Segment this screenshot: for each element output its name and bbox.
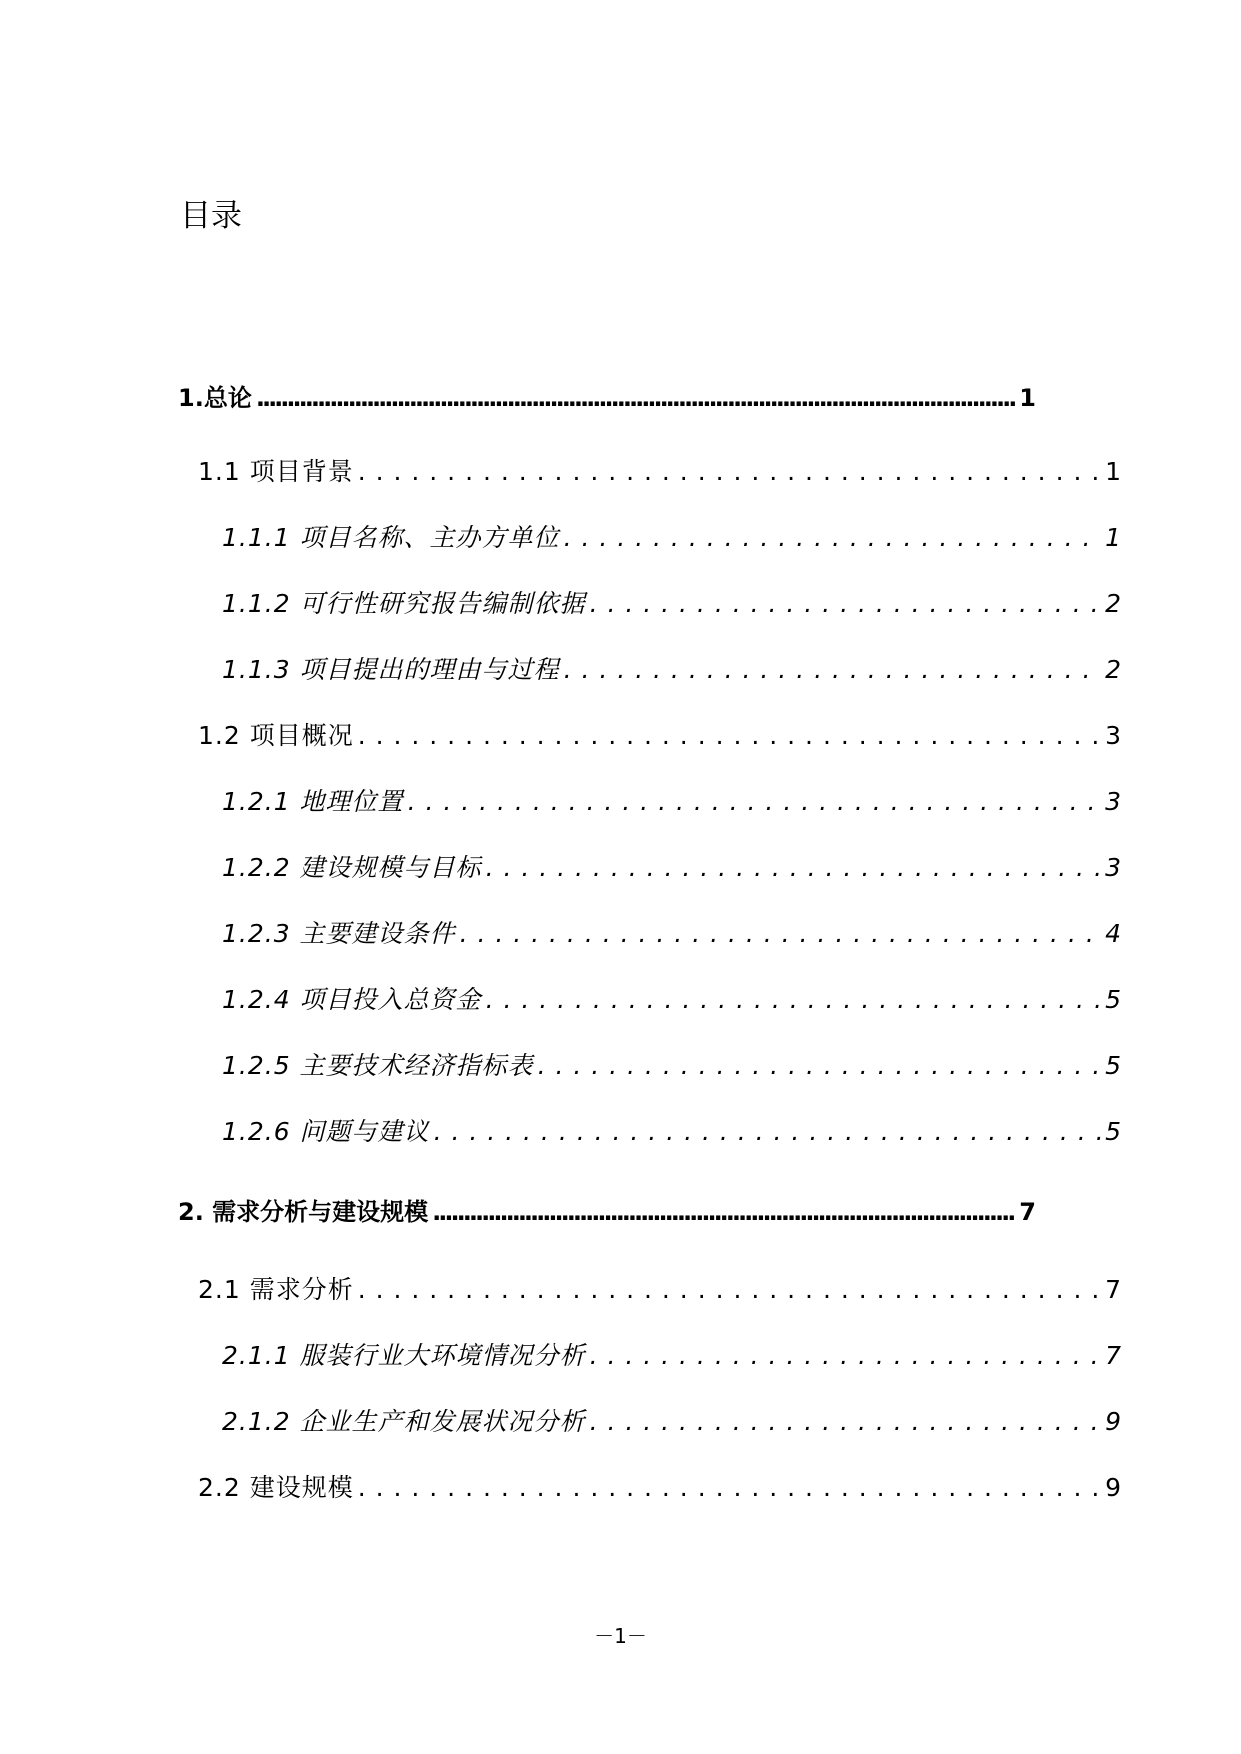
toc-entry[interactable] xyxy=(222,980,1122,1016)
toc-page-number: 3 xyxy=(1105,721,1122,750)
toc-leader xyxy=(460,919,1102,948)
toc-leader xyxy=(432,1198,1015,1226)
toc-entry-label: 1.2.1 地理位置 xyxy=(222,787,404,816)
toc-leader xyxy=(358,1275,1101,1304)
toc-entry[interactable] xyxy=(222,1402,1122,1438)
toc-leader xyxy=(256,384,1015,412)
toc-leader xyxy=(434,1117,1102,1146)
toc-page-number: 2 xyxy=(1105,589,1122,618)
toc-entry[interactable] xyxy=(222,1112,1122,1148)
toc-entry-label: 1.1.3 项目提出的理由与过程 xyxy=(222,655,560,684)
toc-entry-label: 1.总论 xyxy=(178,384,252,412)
toc-entry-label: 1.2.4 项目投入总资金 xyxy=(222,985,482,1014)
toc-entry-label: 1.2.5 主要技术经济指标表 xyxy=(222,1051,534,1080)
toc-entry-label: 1.2.6 问题与建议 xyxy=(222,1117,430,1146)
toc-page-number: 9 xyxy=(1105,1473,1122,1502)
toc-entry-label: 2.2 建设规模 xyxy=(198,1473,354,1502)
toc-entry[interactable] xyxy=(198,1468,1122,1504)
toc-entry-label: 2. 需求分析与建设规模 xyxy=(178,1198,429,1226)
toc-entry-label: 1.1.2 可行性研究报告编制依据 xyxy=(222,589,586,618)
toc-entry[interactable] xyxy=(198,716,1122,752)
toc-entry[interactable] xyxy=(222,848,1122,884)
toc-entry[interactable] xyxy=(222,1046,1122,1082)
toc-page-number: 5 xyxy=(1105,1117,1122,1146)
toc-page-number: 2 xyxy=(1105,655,1122,684)
toc-entry[interactable] xyxy=(222,518,1122,554)
toc-page-number: 3 xyxy=(1105,853,1122,882)
toc-leader xyxy=(408,787,1102,816)
toc-entry-label: 2.1.1 服装行业大环境情况分析 xyxy=(222,1341,586,1370)
toc-page-number: 5 xyxy=(1105,985,1122,1014)
toc-page-number: 7 xyxy=(1105,1275,1122,1304)
toc-page-number: 7 xyxy=(1019,1198,1036,1226)
toc-page-number: 5 xyxy=(1105,1051,1122,1080)
toc-entry-label: 2.1 需求分析 xyxy=(198,1275,354,1304)
toc-entry-label: 1.1 项目背景 xyxy=(198,457,354,486)
toc-entry-label: 1.2.3 主要建设条件 xyxy=(222,919,456,948)
toc-page-number: 4 xyxy=(1105,919,1122,948)
page-footer-number: －1－ xyxy=(594,1624,647,1648)
toc-leader xyxy=(358,1473,1101,1502)
toc-leader xyxy=(564,523,1102,552)
toc-entry-label: 1.2 项目概况 xyxy=(198,721,354,750)
toc-page-number: 1 xyxy=(1105,457,1122,486)
toc-leader xyxy=(486,853,1102,882)
toc-entry[interactable] xyxy=(222,650,1122,686)
toc-entry[interactable] xyxy=(198,452,1122,488)
toc-leader xyxy=(358,457,1101,486)
toc-entry[interactable] xyxy=(222,782,1122,818)
toc-page-number: 3 xyxy=(1105,787,1122,816)
toc-leader xyxy=(564,655,1102,684)
page-title: 目录 xyxy=(180,198,242,234)
toc-page-number: 1 xyxy=(1019,384,1036,412)
toc-leader xyxy=(590,589,1102,618)
toc-entry-label: 1.2.2 建设规模与目标 xyxy=(222,853,482,882)
toc-entry[interactable] xyxy=(222,1336,1122,1372)
toc-entry-label: 1.1.1 项目名称、主办方单位 xyxy=(222,523,560,552)
toc-entry[interactable] xyxy=(198,1270,1122,1306)
toc-entry[interactable] xyxy=(178,378,1036,413)
toc-entry[interactable] xyxy=(222,914,1122,950)
toc-leader xyxy=(358,721,1101,750)
toc-page-number: 9 xyxy=(1105,1407,1122,1436)
toc-leader xyxy=(486,985,1102,1014)
toc-entry[interactable] xyxy=(222,584,1122,620)
toc-entry-label: 2.1.2 企业生产和发展状况分析 xyxy=(222,1407,586,1436)
toc-page-number: 1 xyxy=(1105,523,1122,552)
toc-leader xyxy=(590,1407,1102,1436)
toc-page-number: 7 xyxy=(1105,1341,1122,1370)
toc-leader xyxy=(590,1341,1102,1370)
toc-leader xyxy=(538,1051,1102,1080)
toc-entry[interactable] xyxy=(178,1192,1036,1227)
